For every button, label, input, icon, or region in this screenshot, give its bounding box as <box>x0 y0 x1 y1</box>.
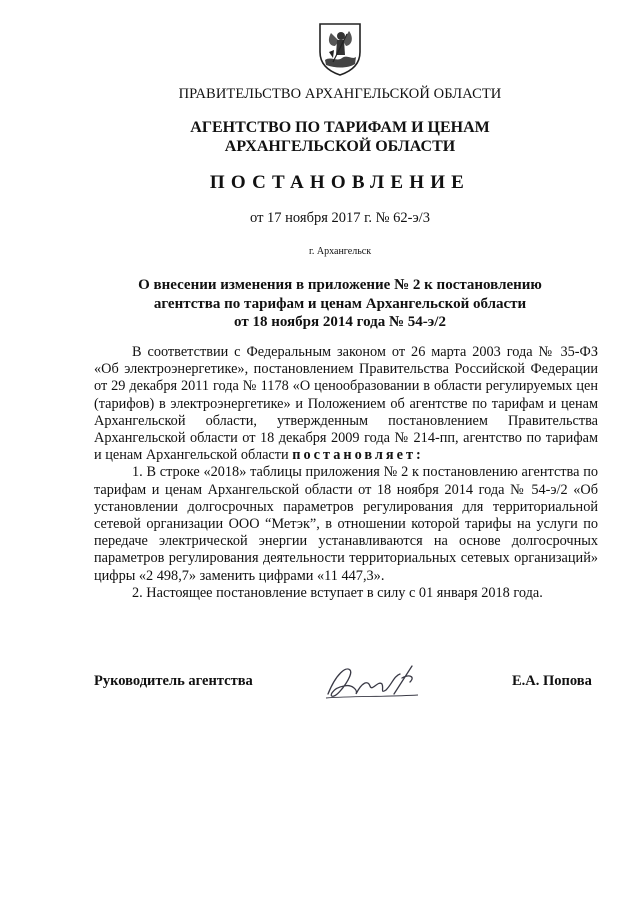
resolves-word: постановляет: <box>292 447 424 464</box>
subject-line2: агентства по тарифам и ценам Архангельской области <box>153 295 527 312</box>
date-and-number: от 17 ноября 2017 г. № 62-э/3 <box>250 210 430 226</box>
preamble-text: В соответствии с Федеральным законом от 26 марта 2003 года № 35-ФЗ «Об электроэнергетике», постановлением Правительства Российской Федерации от 29 декабря 2011 года № 1178 «О ценообразовании в области регулируемых цен (тарифов) в электроэнергетике» и Положением об агентстве по тарифам и ценам Архангельской области, утвержденным постановлением Правительства Архангельской области от 18 декабря 2009 года № 214-пп, агентство по тарифам и ценам Архангельской области <box>94 344 598 464</box>
signatory-name: Е.А. Попова <box>512 673 592 689</box>
agency-name-line2: АРХАНГЕЛЬСКОЙ ОБЛАСТИ <box>224 138 456 155</box>
city-name: г. Архангельск <box>308 246 372 257</box>
document-subject <box>0 276 640 332</box>
item-2-paragraph: 2. Настоящее постановление вступает в силу с 01 января 2018 года. <box>132 584 543 601</box>
subject-line1: О внесении изменения в приложение № 2 к постановлению <box>138 277 542 293</box>
handwritten-signature <box>322 660 422 702</box>
document-body <box>94 344 598 602</box>
agency-name-line1: АГЕНТСТВО ПО ТАРИФАМ И ЦЕНАМ <box>190 119 490 136</box>
item-1-paragraph: 1. В строке «2018» таблицы приложения № 2 к постановлению агентства по тарифам и ценам Архангельской области от 18 ноября 2014 года № 54-э/2 «Об установлении долгосрочных параметров регулирования для территориальной сетевой организации ООО “Метэк”, в отношении которой тарифы на услуги по передаче электрической энергии устанавливаются на основе долгосрочных параметров регулирования деятельности территориальных сетевых организаций» цифры «2 498,7» заменить цифрами «11 447,3». <box>94 464 598 584</box>
signatory-title: Руководитель агентства <box>94 673 253 689</box>
coat-of-arms-emblem <box>317 22 363 76</box>
document-type-title: ПОСТАНОВЛЕНИЕ <box>209 172 471 193</box>
subject-line3: от 18 ноября 2014 года № 54-э/2 <box>234 314 446 330</box>
preamble-paragraph <box>94 344 598 464</box>
government-name: ПРАВИТЕЛЬСТВО АРХАНГЕЛЬСКОЙ ОБЛАСТИ <box>178 86 502 102</box>
agency-name <box>0 118 640 156</box>
